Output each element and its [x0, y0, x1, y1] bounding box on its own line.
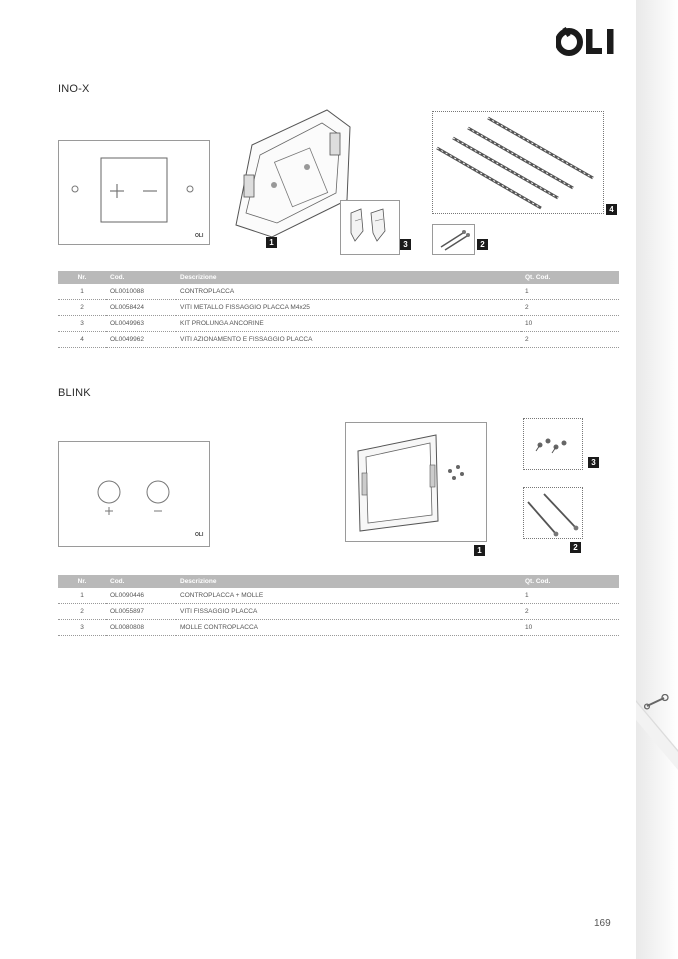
cell-nr: 2	[58, 604, 106, 620]
cell-nr: 3	[58, 620, 106, 636]
col-nr: Nr.	[58, 575, 106, 588]
cell-nr: 3	[58, 316, 106, 332]
blink-plate-figure	[58, 441, 210, 547]
inox-frame-figure	[232, 105, 356, 245]
side-strip	[636, 0, 678, 959]
cell-nr: 1	[58, 588, 106, 604]
table-row	[58, 300, 619, 316]
section-title-inox: INO-X	[58, 83, 90, 95]
wrench-icon	[644, 694, 670, 710]
table-row	[58, 316, 619, 332]
cell-desc: CONTROPLACCA	[176, 284, 521, 300]
page-number: 169	[594, 918, 611, 929]
figure-number-2: 2	[477, 239, 488, 250]
blink-springs-figure	[523, 418, 596, 470]
cell-qt: 1	[521, 588, 619, 604]
section-title-blink: BLINK	[58, 387, 91, 399]
parts-table-blink	[58, 575, 619, 636]
cell-cod: OL0049962	[106, 332, 176, 348]
cell-cod: OL0055897	[106, 604, 176, 620]
cell-desc: VITI AZIONAMENTO E FISSAGGIO PLACCA	[176, 332, 521, 348]
cell-cod: OL0058424	[106, 300, 176, 316]
cell-qt: 1	[521, 284, 619, 300]
figure-number-3: 3	[400, 239, 411, 250]
cell-cod: OL0049963	[106, 316, 176, 332]
col-desc: Descrizione	[176, 575, 521, 588]
cell-nr: 1	[58, 284, 106, 300]
table-row	[58, 620, 619, 636]
cell-qt: 10	[521, 316, 619, 332]
page-fold	[636, 700, 678, 770]
parts-table-inox	[58, 271, 619, 348]
blink-frame-figure	[345, 422, 487, 555]
blink-screws-figure	[523, 487, 583, 552]
cell-cod: OL0090446	[106, 588, 176, 604]
cell-qt: 2	[521, 300, 619, 316]
cell-cod: OL0080808	[106, 620, 176, 636]
cell-desc: VITI METALLO FISSAGGIO PLACCA M4x25	[176, 300, 521, 316]
cell-desc: MOLLE CONTROPLACCA	[176, 620, 521, 636]
cell-nr: 2	[58, 300, 106, 316]
table-row	[58, 604, 619, 620]
col-cod: Cod.	[106, 271, 176, 284]
figure-number-2: 2	[570, 542, 581, 553]
cell-qt: 2	[521, 604, 619, 620]
figure-number-1: 1	[474, 545, 485, 556]
figure-number-3: 3	[588, 457, 599, 468]
col-nr: Nr.	[58, 271, 106, 284]
table-row	[58, 284, 619, 300]
col-cod: Cod.	[106, 575, 176, 588]
col-qt: Qt. Cod.	[521, 271, 619, 284]
inox-plate-figure	[58, 140, 210, 245]
plate-brand-mark: OLI	[195, 532, 204, 538]
col-desc: Descrizione	[176, 271, 521, 284]
inox-rods-figure	[432, 111, 614, 214]
inox-screws-figure	[432, 224, 485, 255]
cell-desc: KIT PROLUNGA ANCORINE	[176, 316, 521, 332]
table-row	[58, 588, 619, 604]
cell-qt: 2	[521, 332, 619, 348]
cell-desc: CONTROPLACCA + MOLLE	[176, 588, 521, 604]
oli-logo	[556, 24, 620, 58]
table-row	[58, 332, 619, 348]
figure-number-1: 1	[266, 237, 277, 248]
plate-brand-mark: OLI	[195, 233, 204, 239]
cell-cod: OL0010088	[106, 284, 176, 300]
cell-desc: VITI FISSAGGIO PLACCA	[176, 604, 521, 620]
col-qt: Qt. Cod.	[521, 575, 619, 588]
inox-clips-figure	[340, 200, 408, 255]
cell-qt: 10	[521, 620, 619, 636]
cell-nr: 4	[58, 332, 106, 348]
figure-number-4: 4	[606, 204, 617, 215]
